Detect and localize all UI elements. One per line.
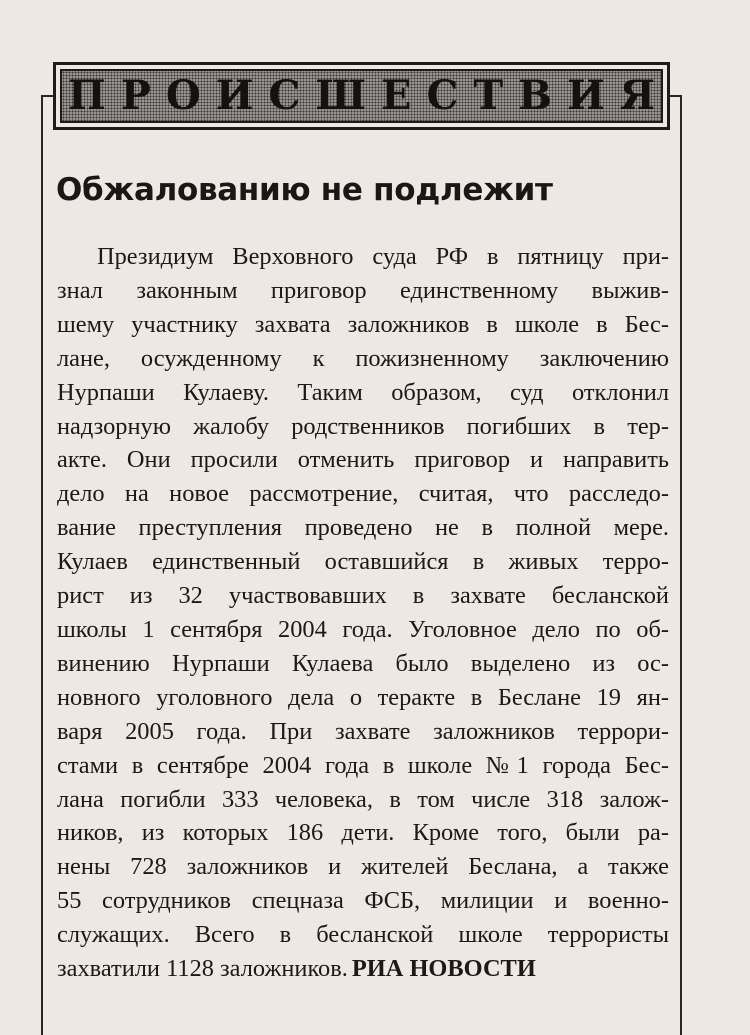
article-line: ников, из которых 186 дети. Кроме того, были ра- (57, 819, 669, 847)
article-line: новного уголовного дела о теракте в Беслане 19 ян- (57, 683, 669, 711)
article-line: Президиум Верховного суда РФ в пятницу при- (97, 243, 669, 270)
article-line: Нурпаши Кулаеву. Таким образом, суд отклонил (57, 378, 669, 406)
article-line: лане, осужденному к пожизненному заключению (57, 344, 669, 372)
article-line: винению Нурпаши Кулаева было выделено из ос- (57, 649, 669, 677)
article-line: вание преступления проведено не в полной мере. (57, 514, 669, 542)
article-line: 55 сотрудников спецназа ФСБ, милиции и военно- (57, 887, 669, 915)
rubric-halftone-panel (60, 69, 671, 123)
article-line: школы 1 сентября 2004 года. Уголовное дело по об- (57, 615, 669, 643)
news-agency-credit: РИА НОВОСТИ (351, 955, 536, 983)
article-body (57, 240, 669, 986)
article-line: нены 728 заложников и жителей Беслана, а также (57, 853, 669, 881)
article-last-line (57, 952, 669, 986)
article-line: Кулаев единственный оставшийся в живых терро- (57, 548, 669, 576)
article-line: дело на новое рассмотрение, считая, что расследо- (57, 480, 669, 508)
article-headline: Обжалованию не подлежит (56, 172, 553, 208)
article-line: рист из 32 участвовавших в захвате бесланской (57, 582, 669, 610)
article-line: стами в сентябре 2004 года в школе №1 города Бес- (57, 751, 669, 779)
article-line: акте. Они просили отменить приговор и направить (57, 446, 669, 474)
article-line: варя 2005 года. При захвате заложников террори- (57, 717, 669, 745)
article-line: лана погибли 333 человека, в том числе 318 залож- (57, 785, 669, 813)
article-line: надзорную жалобу родственников погибших в тер- (57, 412, 669, 440)
article-line: захватили 1128 заложников. (57, 955, 348, 983)
article-line: шему участнику захвата заложников в школе в Бес- (57, 310, 669, 338)
article-line: знал законным приговор единственному выжив- (57, 276, 669, 304)
article-line: служащих. Всего в бесланской школе террористы (57, 921, 669, 949)
rubric-banner (53, 62, 670, 130)
rubric-title: ПРОИСШЕСТВИЯ (68, 72, 671, 119)
